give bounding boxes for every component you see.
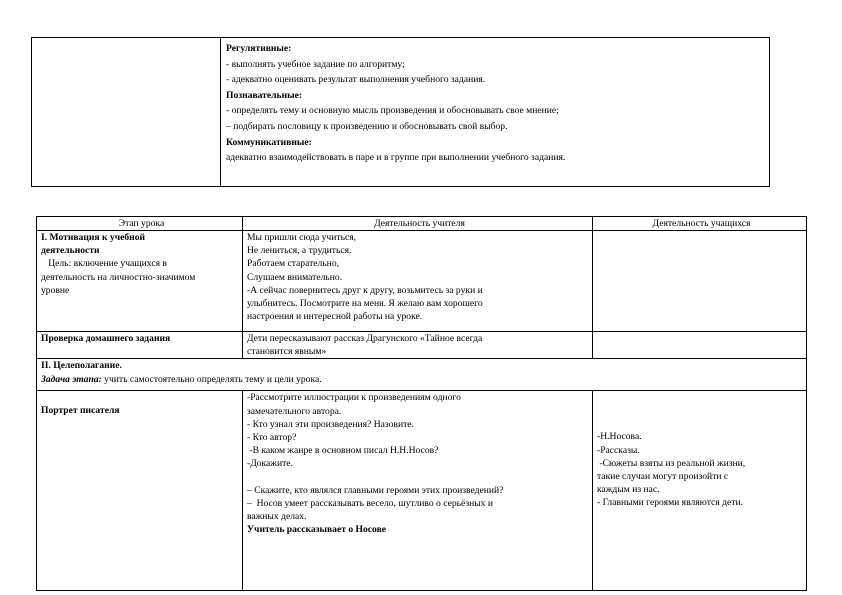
teacher-line: Слушаем внимательно. xyxy=(247,271,343,283)
teacher-cell xyxy=(243,391,593,591)
stage-cell xyxy=(37,332,243,359)
header-stage: Этап урока xyxy=(37,217,243,231)
teacher-line: улыбнитесь. Посмотрите на меня. Я желаю вам хорошего xyxy=(247,298,483,310)
teacher-line-bold: Учитель рассказывает о Носове xyxy=(247,524,387,536)
stage-title: II. Целеполагание. xyxy=(41,360,122,372)
teacher-line: -Рассмотрите иллюстрации к произведениям одного xyxy=(247,392,461,404)
communicative-item: адекватно взаимодействовать в паре и в группе при выполнении учебного задания. xyxy=(226,152,566,164)
students-cell xyxy=(593,332,807,359)
table-row xyxy=(37,332,807,359)
teacher-cell xyxy=(243,231,593,332)
students-cell xyxy=(593,231,807,332)
teacher-line: Работаем старательно, xyxy=(247,258,340,270)
task-label: Задача этапа: xyxy=(41,373,102,385)
lesson-table xyxy=(36,216,807,591)
uud-empty-cell xyxy=(32,38,221,187)
stage-title: Проверка домашнего задания xyxy=(41,333,171,344)
student-line: каждым из нас. xyxy=(597,484,660,496)
blank-line xyxy=(247,471,592,484)
teacher-line: – Носов умеет рассказывать весело, шутливо о серьёзных и xyxy=(247,498,494,510)
teacher-line: - Кто узнал эти произведения? Назовите. xyxy=(247,418,414,430)
table-header-row xyxy=(37,217,807,231)
uud-content-cell xyxy=(221,38,770,187)
teacher-line: - Кто автор? xyxy=(247,432,297,444)
cognitive-item: – подбирать пословицу к произведению и обосновывать свой выбор. xyxy=(226,120,508,132)
teacher-line: -В каком жанре в основном писал Н.Н.Носов? xyxy=(247,445,439,457)
stage-cell xyxy=(37,231,243,332)
stage-goal: деятельность на личностно-значимом xyxy=(41,271,196,283)
table-row xyxy=(37,231,807,332)
stage-goal: Цель: включение учащихся в xyxy=(41,258,167,270)
teacher-line: замечательного автора. xyxy=(247,405,342,417)
teacher-line: становится явным» xyxy=(247,346,327,358)
regulative-title: Регулятивные: xyxy=(226,43,292,54)
cognitive-title: Познавательные: xyxy=(226,89,303,101)
goal-setting-cell xyxy=(37,359,807,391)
header-students: Деятельность учащихся xyxy=(593,217,807,231)
teacher-line: -А сейчас повернитесь друг к другу, возьмитесь за руки и xyxy=(247,284,483,296)
student-line: -Рассказы. xyxy=(597,444,640,456)
stage-title: I. Мотивация к учебной xyxy=(41,232,146,243)
stage-cell xyxy=(37,391,243,591)
teacher-line: Мы пришли сюда учиться, xyxy=(247,232,357,243)
table-row xyxy=(37,359,807,391)
student-line: - Главными героями являются дети. xyxy=(597,497,743,509)
teacher-line: Дети пересказывают рассказ Драгунского «Тайное всегда xyxy=(247,333,483,344)
uud-table xyxy=(31,37,770,187)
teacher-line: важных делах. xyxy=(247,511,307,523)
teacher-line: настроения и интересной работы на уроке. xyxy=(247,311,423,323)
stage-goal: уровне xyxy=(41,284,70,296)
cognitive-item: - определять тему и основную мысль произведения и обосновывать свое мнение; xyxy=(226,105,559,117)
student-line: -Сюжеты взяты из реальной жизни, xyxy=(597,457,746,469)
stage-title: деятельности xyxy=(41,245,100,257)
task-text: учить самостоятельно определять тему и цели урока. xyxy=(101,373,322,385)
table-row xyxy=(37,391,807,591)
header-teacher: Деятельность учителя xyxy=(243,217,593,231)
students-cell xyxy=(593,391,807,591)
regulative-item: - адекватно оценивать результат выполнения учебного задания. xyxy=(226,74,486,86)
teacher-line: Не лениться, а трудиться. xyxy=(247,245,352,257)
teacher-line: -Докажите. xyxy=(247,458,293,470)
teacher-line: – Скажите, кто являлся главными героями этих произведений? xyxy=(247,484,504,496)
regulative-item: - выполнять учебное задание по алгоритму; xyxy=(226,58,405,70)
student-line: такие случаи могут произойти с xyxy=(597,471,729,483)
stage-title: Портрет писателя xyxy=(41,405,120,417)
communicative-title: Коммуникативные: xyxy=(226,136,312,148)
student-line: -Н.Носова. xyxy=(597,431,642,443)
teacher-cell xyxy=(243,332,593,359)
